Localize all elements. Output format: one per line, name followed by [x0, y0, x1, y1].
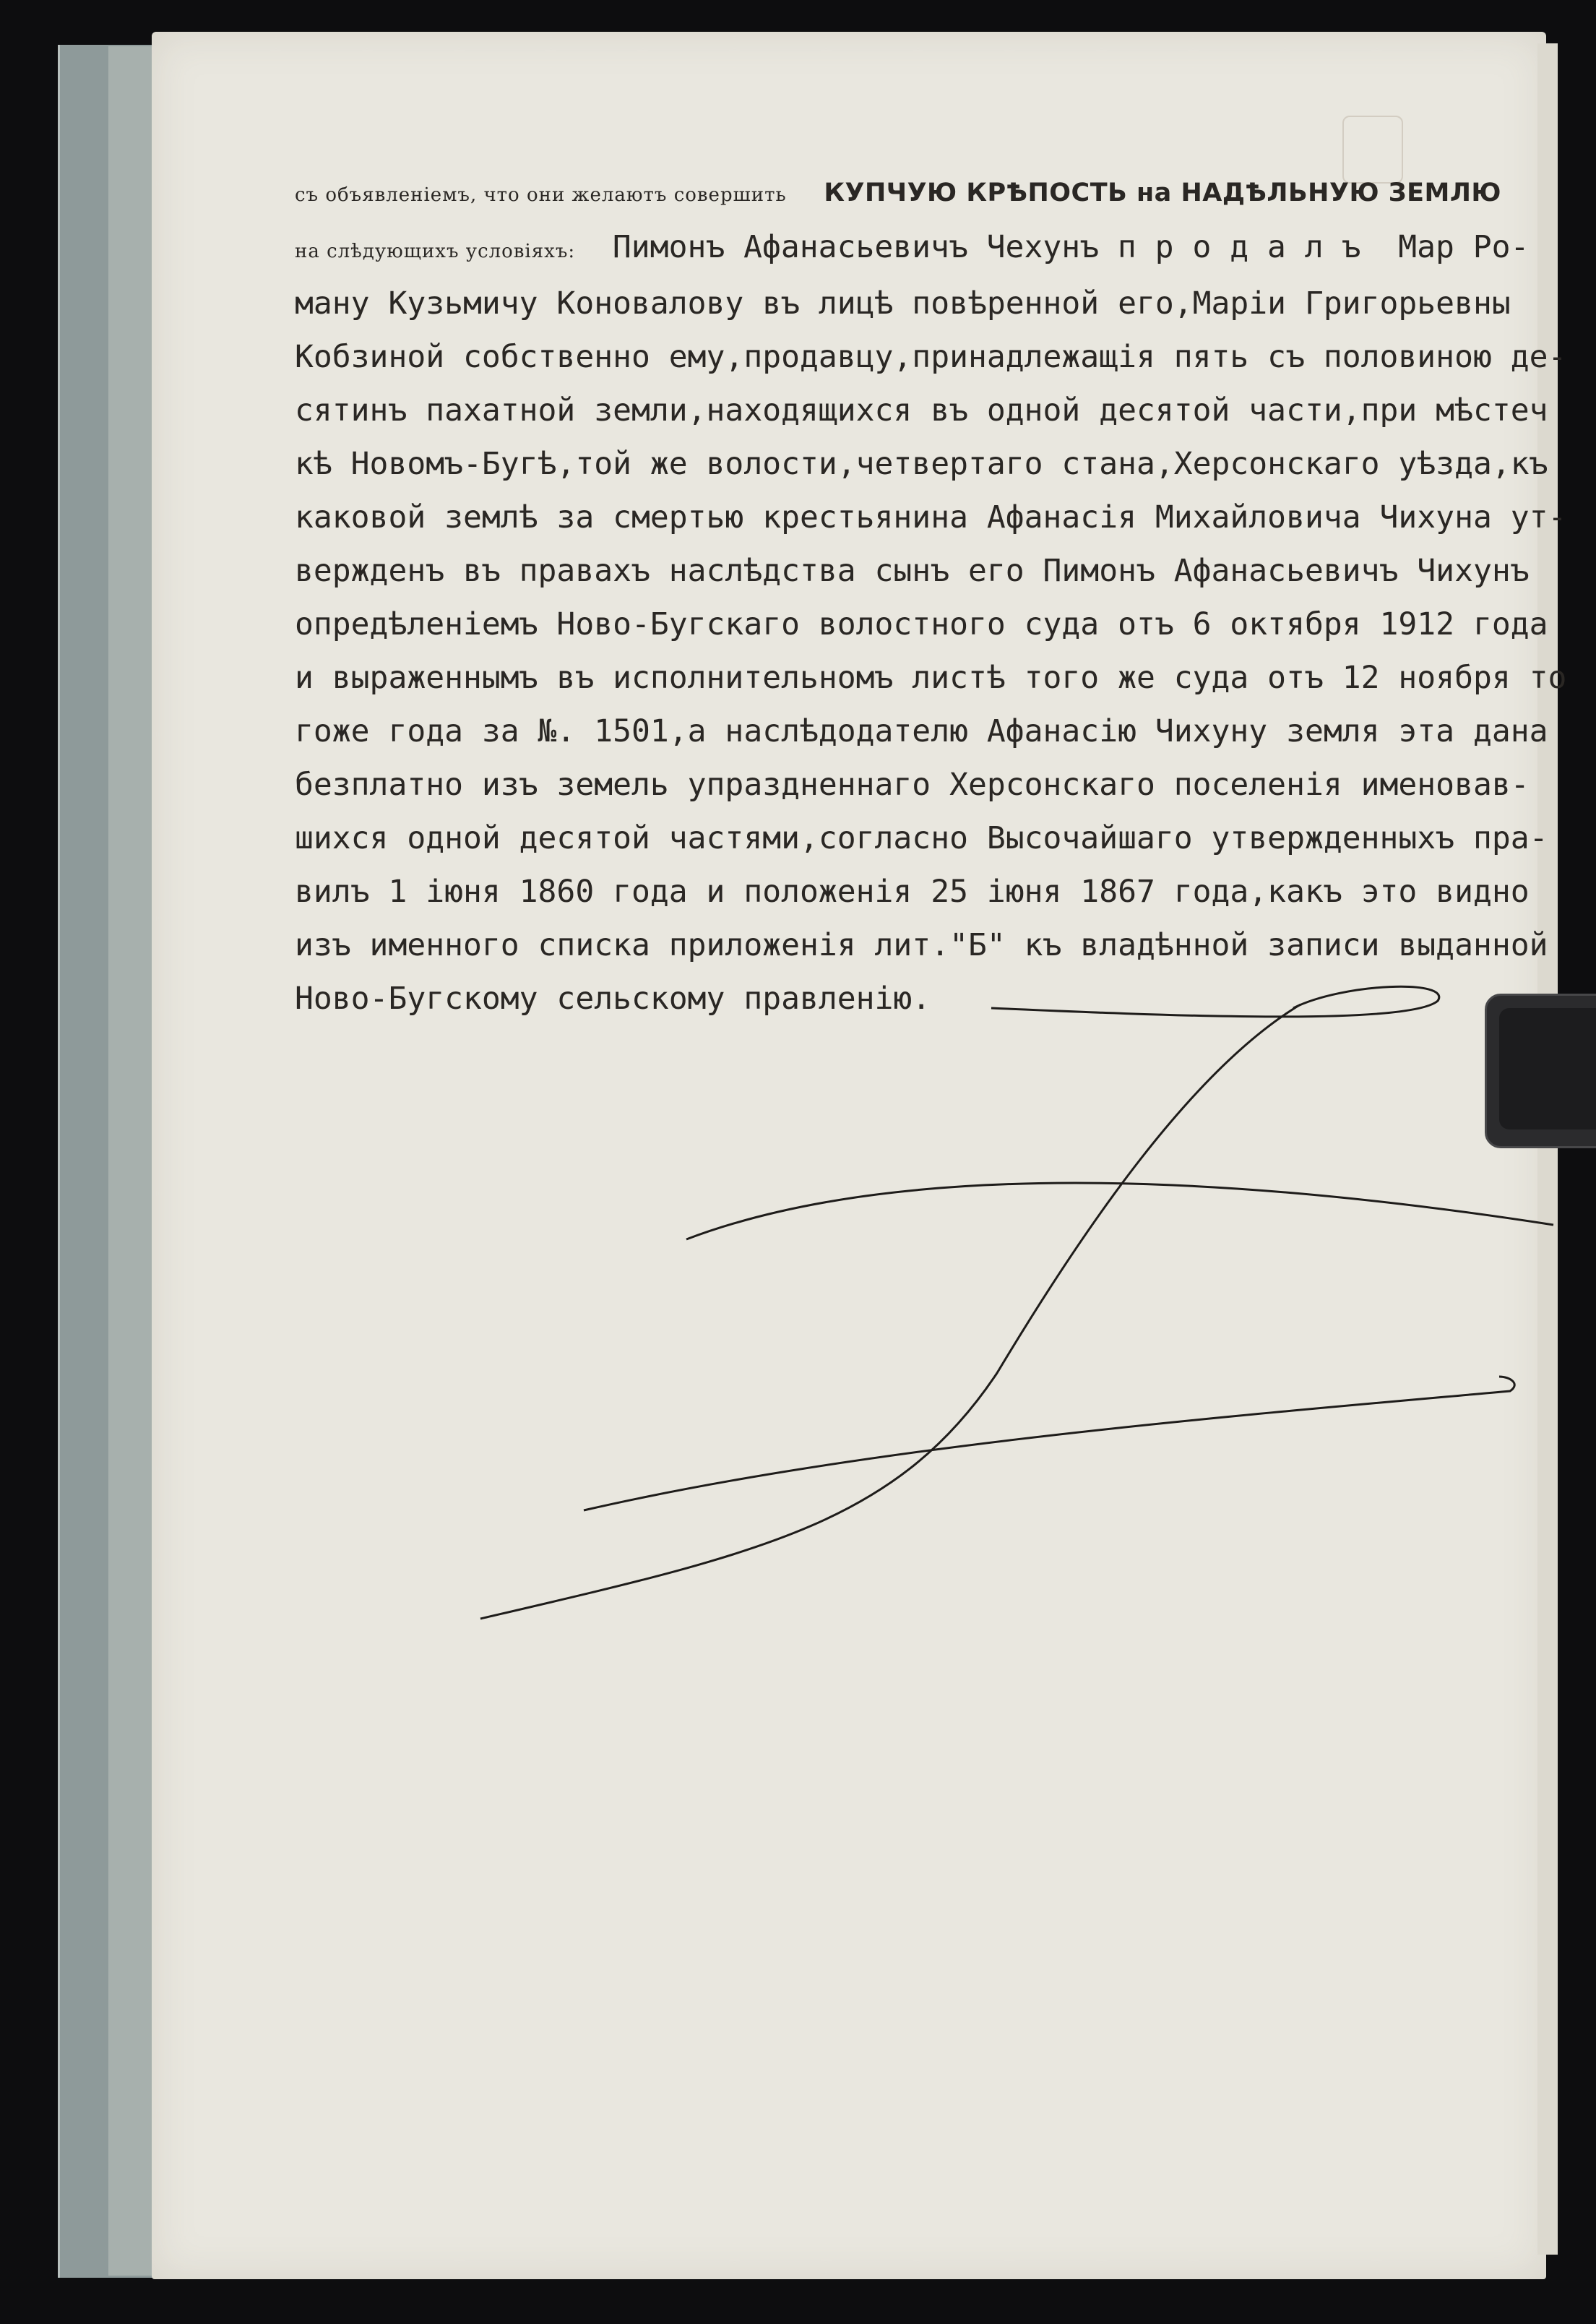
body-line: гоже года за №. 1501,а наслѣдодателю Афанасію Чихуну земля эта дана	[295, 713, 1548, 749]
header-preamble: съ объявленіемъ, что они желаютъ совершить	[295, 184, 787, 206]
body-line: опредѣленіемъ Ново-Бугскаго волостного суда отъ 6 октября 1912 года	[295, 606, 1548, 642]
body-line: вержденъ въ правахъ наслѣдства сынъ его Пимонъ Афанасьевичъ Чихунъ	[295, 553, 1530, 589]
header-line	[295, 172, 1501, 214]
body-line: изъ именного списка приложенія лит."Б" къ владѣнной записи выданной	[295, 927, 1548, 963]
body-line: и выраженнымъ въ исполнительномъ листѣ того же суда отъ 12 ноября то	[295, 660, 1567, 696]
folder-backing-stripe	[108, 46, 152, 2276]
body-line: безплатно изъ земель упраздненнаго Херсонскаго поселенія именовав-	[295, 767, 1530, 803]
body-line: Пимонъ Афанасьевичъ Чехунъ п р о д а л ъ Мар Ро-	[612, 229, 1530, 265]
body-line: ману Кузьмичу Коновалову въ лицѣ повѣренной его,Маріи Григорьевны	[295, 285, 1511, 322]
binder-clip-inner	[1499, 1008, 1596, 1129]
body-line: каковой землѣ за смертью крестьянина Афанасія Михайловича Чихуна ут-	[295, 499, 1567, 535]
conditions-line	[295, 228, 1529, 270]
body-line: Кобзиной собственно ему,продавцу,принадлежащія пять съ половиною де-	[295, 339, 1567, 375]
body-line: шихся одной десятой частями,согласно Высочайшаго утвержденныхъ пра-	[295, 820, 1548, 856]
body-line: вилъ 1 іюня 1860 года и положенія 25 іюня 1867 года,какъ это видно	[295, 874, 1530, 910]
body-line: Ново-Бугскому сельскому правленію.	[295, 981, 931, 1017]
body-line: сятинъ пахатной земли,находящихся въ одной десятой части,при мѣстеч	[295, 392, 1548, 429]
body-line: кѣ Новомъ-Бугѣ,той же волости,четвертаго стана,Херсонскаго уѣзда,къ	[295, 446, 1548, 482]
document-title: КУПЧУЮ КРѢПОСТЬ на НАДѢЛЬНУЮ ЗЕМЛЮ	[824, 178, 1501, 207]
conditions-label: на слѣдующихъ условіяхъ:	[295, 241, 576, 262]
